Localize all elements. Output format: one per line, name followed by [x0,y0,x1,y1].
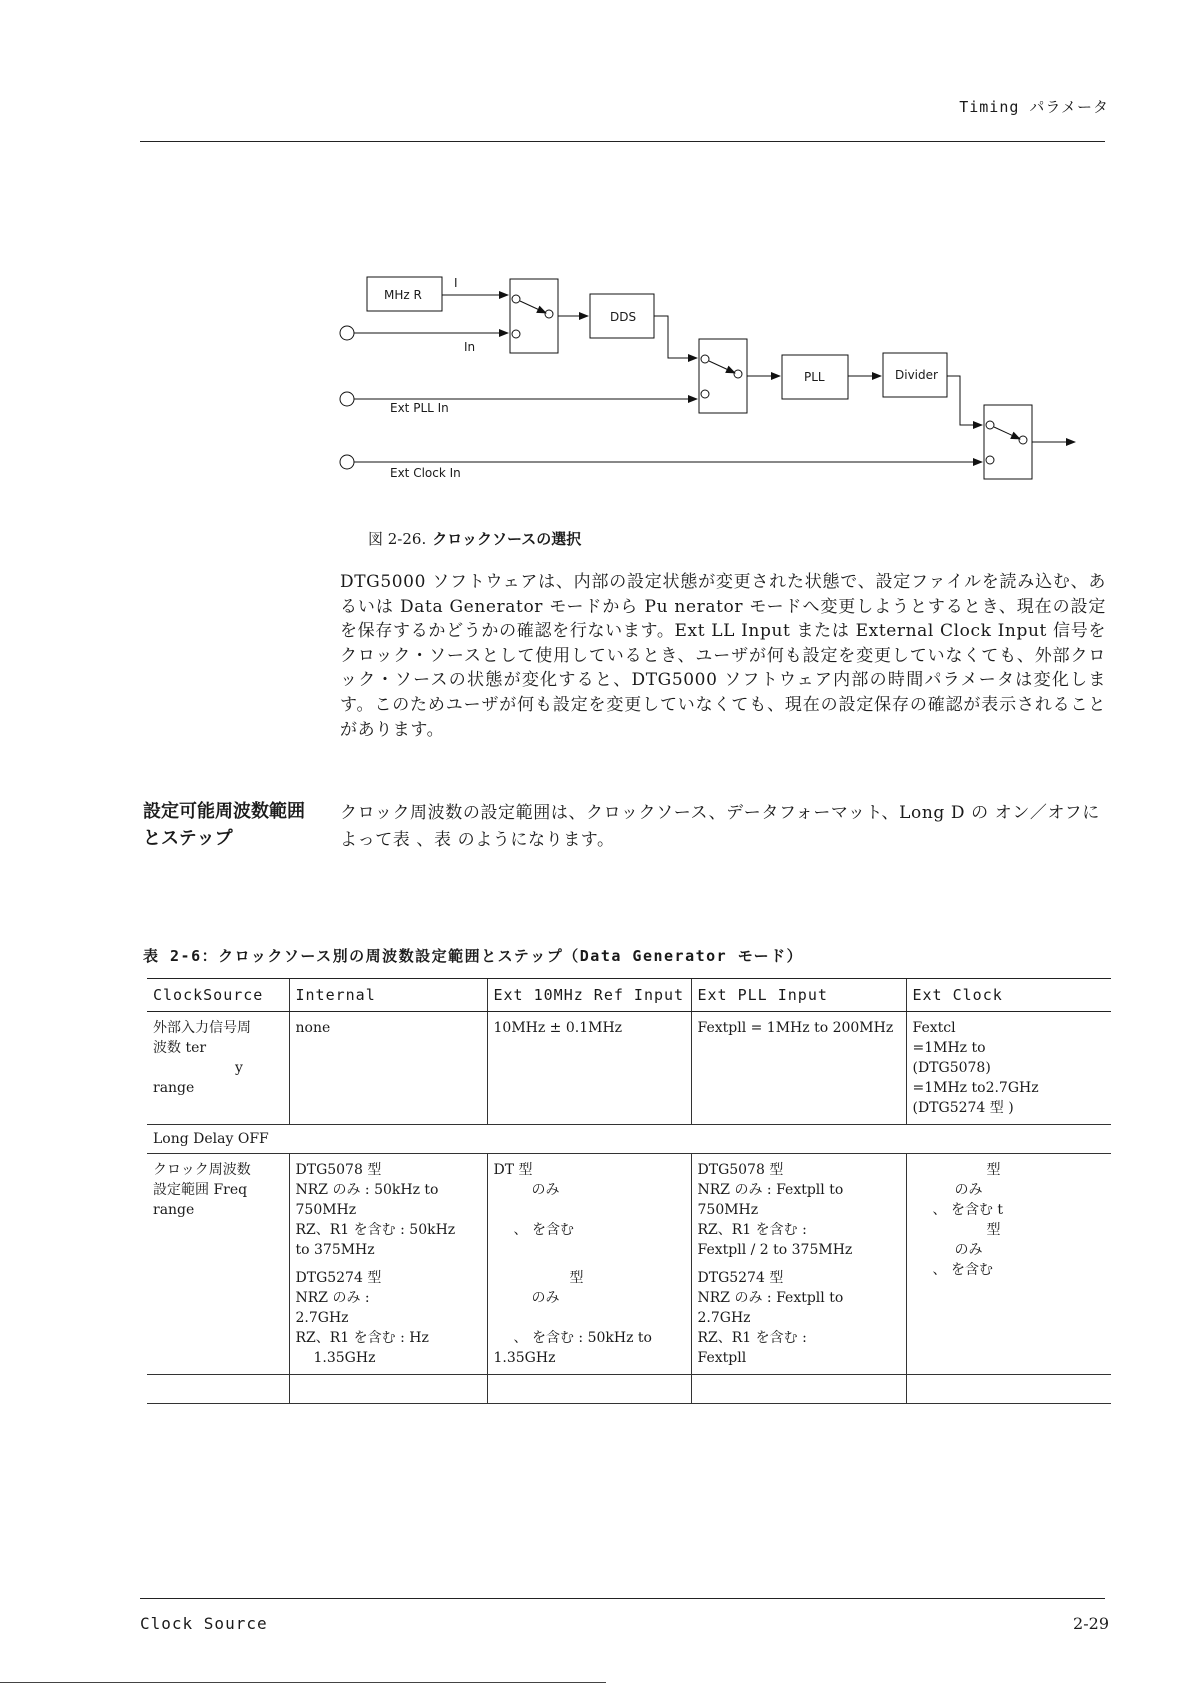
section-heading [143,798,305,852]
cell-range-internal: DTG5078 型 NRZ のみ : 50kHz to 750MHz RZ、R1 を含む : 50kHz to 375MHz DTG5274 型 NRZ のみ : 2.7GHz RZ、R1 を含む : Hz 1.35GHz [289,1154,487,1375]
switch-3 [984,405,1032,479]
header-internal: Internal [289,979,487,1012]
divider-label: Divider [895,368,938,382]
header-clock-source: ClockSource [147,979,289,1012]
table-row-freq-range [147,1154,1111,1375]
ext-pll-input-terminal [340,392,354,406]
ext-clock-input-terminal [340,455,354,469]
page-edge-rule [0,1682,606,1683]
pll-label: PLL [804,370,825,384]
ext-pll-in-label: Ext PLL In [390,401,449,415]
frequency-range-table [147,978,1111,1404]
cell-range-extclk: 型 のみ 、 を含む t 型 のみ 、 を含む [906,1154,1111,1375]
cell-input-extclk: Fextcl =1MHz to (DTG5078) =1MHz to2.7GHz (DTG5274 型 ) [906,1012,1111,1125]
running-header: Timing パラメータ [959,98,1109,116]
body-paragraph: DTG5000 ソフトウェアは、内部の設定状態が変更された状態で、設定ファイルを読み込む、あるいは Data Generator モードから Pu nerator モードへ変更しようとするとき、現在の設定を保存するかどうかの確認を行ないます。Ext LL Input または External Clock Input 信号をクロック・ソースとして使用しているとき、ユーザが何も設定を変更していなくても、外部クロック・ソースの状態が変化すると、DTG5000 ソフトウェア内部の時間パラメータは変化します。このためユーザが何も設定を変更していなくても、現在の設定保存の確認が表示されることがあります。 [340,572,1106,740]
header-ext-clock: Ext Clock [906,979,1111,1012]
table-row-empty [147,1375,1111,1404]
switch-1 [510,279,558,353]
table-row-long-delay [147,1125,1111,1154]
figure-caption [368,528,581,549]
ext-clock-in-label: Ext Clock In [390,466,461,480]
cell-input-internal: none [289,1012,487,1125]
ref-osc-label: MHz R [384,288,422,302]
cell-input-extpll: Fextpll = 1MHz to 200MHz [691,1012,906,1125]
table-row-input-range [147,1012,1111,1125]
footer-rule [140,1598,1105,1599]
section-heading-line-2: とステップ [143,828,233,849]
row-label-freq-range: クロック周波数 設定範囲 Freq range [147,1154,289,1375]
internal-top-label: I [454,276,458,290]
page-number: 2-29 [1073,1614,1109,1633]
table-title: 表 2-6：クロックソース別の周波数設定範囲とステップ（Data Generator モード） [143,947,804,965]
table-header-row [147,979,1111,1012]
cell-range-ext10: DT 型 のみ 、 を含む 型 のみ 、 を含む : 50kHz to 1.35GHz [487,1154,691,1375]
clock-source-diagram [320,265,1080,490]
long-delay-label: Long Delay OFF [147,1125,1111,1154]
internal-input-terminal [340,326,354,340]
internal-in-label: In [464,340,476,354]
cell-range-extpll: DTG5078 型 NRZ のみ : Fextpll to 750MHz RZ、R1 を含む : Fextpll / 2 to 375MHz DTG5274 型 NRZ のみ : Fextpll to 2.7GHz RZ、R1 を含む : Fextpll [691,1154,906,1375]
figure-title: クロックソースの選択 [432,530,582,548]
footer-section-name: Clock Source [140,1614,268,1633]
dds-label: DDS [610,310,637,324]
header-ext-10mhz-ref: Ext 10MHz Ref Input [487,979,691,1012]
row-label-input-range: 外部入力信号周 波数 ter y range [147,1012,289,1125]
cell-input-ext10: 10MHz ± 0.1MHz [487,1012,691,1125]
header-ext-pll: Ext PLL Input [691,979,906,1012]
figure-number: 図 2-26. [368,530,427,548]
switch-2 [699,339,747,413]
header-rule [140,141,1105,142]
section-paragraph: クロック周波数の設定範囲は、クロックソース、データフォーマット、Long D の オン／オフによって表 、表 のようになります。 [340,803,1100,850]
section-heading-line-1: 設定可能周波数範囲 [143,801,305,822]
